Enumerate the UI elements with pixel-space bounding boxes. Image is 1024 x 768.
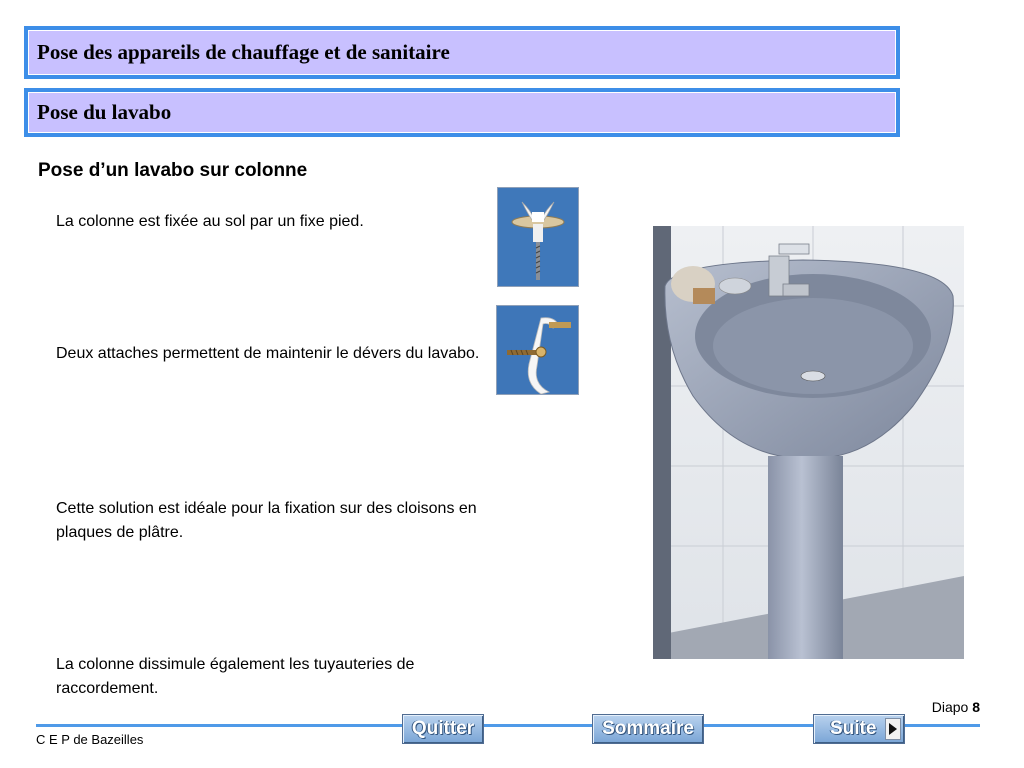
section-title-banner <box>24 88 900 137</box>
slide-subtitle: Pose d’un lavabo sur colonne <box>38 160 308 181</box>
slide-number: 8 <box>972 699 980 715</box>
organization-name: C E P de Bazeilles <box>36 732 144 747</box>
slide-label: Diapo <box>931 699 969 715</box>
main-title-banner <box>24 26 900 79</box>
section-title: Pose du lavabo <box>28 92 896 133</box>
next-button-label: Suite <box>830 718 877 739</box>
paragraph-floor-fixing: La colonne est fixée au sol par un fixe pied. <box>56 213 364 230</box>
next-button[interactable] <box>813 714 905 744</box>
main-title: Pose des appareils de chauffage et de sanitaire <box>28 30 896 75</box>
play-arrow-icon <box>885 718 901 740</box>
summary-button-label: Sommaire <box>602 718 694 739</box>
quit-button[interactable] <box>402 714 484 744</box>
wall-bracket-image <box>496 305 579 395</box>
floor-fixing-screw-image <box>497 187 579 287</box>
summary-button[interactable] <box>592 714 704 744</box>
paragraph-plasterboard: Cette solution est idéale pour la fixation sur des cloisons en plaques de plâtre. <box>56 500 477 541</box>
paragraph-wall-brackets: Deux attaches permettent de maintenir le dévers du lavabo. <box>56 345 480 362</box>
pedestal-washbasin-photo <box>653 226 964 659</box>
quit-button-label: Quitter <box>411 718 475 739</box>
paragraph-pipes-hidden: La colonne dissimule également les tuyauteries de raccordement. <box>56 656 415 697</box>
slide-counter <box>932 699 980 715</box>
